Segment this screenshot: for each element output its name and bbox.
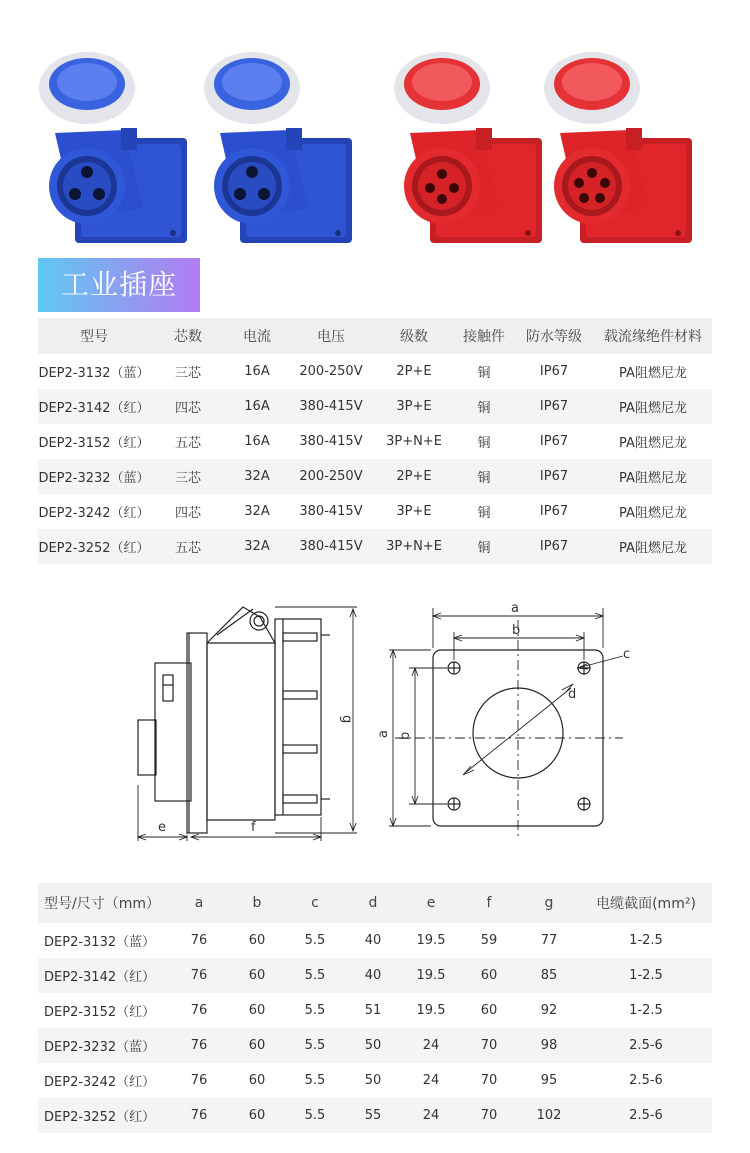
table-cell: 铜 — [477, 541, 491, 556]
table-cell: 55 — [364, 1108, 382, 1123]
table-cell: 70 — [480, 1038, 498, 1053]
dims-header-cell: b — [252, 895, 262, 911]
table-cell: IP67 — [539, 504, 569, 519]
table-cell: 76 — [190, 1108, 208, 1123]
table-cell: 16A — [244, 399, 270, 414]
spec-header-cell: 级数 — [400, 329, 428, 345]
table-cell: 五芯 — [174, 541, 201, 556]
table-cell: PA阻燃尼龙 — [619, 541, 687, 556]
spec-header-cell: 载流缘绝件材料 — [604, 329, 702, 345]
spec-header-cell: 防水等级 — [526, 329, 582, 345]
table-cell: 32A — [244, 504, 270, 519]
dims-table-header-row — [38, 883, 712, 923]
table-cell: 60 — [248, 1003, 266, 1018]
table-cell: 2.5-6 — [629, 1108, 663, 1123]
table-cell: 98 — [540, 1038, 558, 1053]
dim-label-g: g — [339, 715, 354, 724]
table-cell: 5.5 — [304, 933, 326, 948]
table-cell: 3P+E — [396, 504, 432, 519]
dims-header-cell: g — [544, 895, 554, 911]
table-cell: DEP2-3142（红） — [44, 970, 156, 985]
spec-header-cell: 电压 — [317, 329, 345, 345]
table-cell: 5.5 — [304, 1073, 326, 1088]
table-cell: 70 — [480, 1073, 498, 1088]
table-cell: 四芯 — [174, 506, 201, 521]
table-cell: 200-250V — [299, 364, 363, 379]
table-cell: 3P+N+E — [386, 539, 442, 554]
table-cell: 1-2.5 — [629, 1003, 663, 1018]
table-cell: 95 — [540, 1073, 558, 1088]
table-cell: DEP2-3132（蓝） — [38, 366, 150, 381]
table-cell: 380-415V — [299, 399, 363, 414]
table-cell: 三芯 — [174, 471, 201, 486]
table-row — [38, 993, 712, 1028]
table-cell: 32A — [244, 539, 270, 554]
table-cell: IP67 — [539, 364, 569, 379]
table-cell: 铜 — [477, 506, 491, 521]
table-cell: PA阻燃尼龙 — [619, 506, 687, 521]
table-cell: 200-250V — [299, 469, 363, 484]
table-cell: IP67 — [539, 399, 569, 414]
table-cell: DEP2-3232（蓝） — [44, 1040, 156, 1055]
side-view-drawing — [125, 595, 375, 845]
table-cell: DEP2-3152（红） — [44, 1005, 156, 1020]
table-cell: DEP2-3152（红） — [38, 436, 150, 451]
table-cell: 76 — [190, 1003, 208, 1018]
table-cell: 3P+N+E — [386, 434, 442, 449]
spec-header-cell: 电流 — [243, 329, 271, 345]
table-cell: 102 — [536, 1108, 562, 1123]
table-cell: 1-2.5 — [629, 933, 663, 948]
table-cell: 5.5 — [304, 1003, 326, 1018]
table-cell: PA阻燃尼龙 — [619, 366, 687, 381]
spec-header-cell: 型号 — [80, 329, 108, 345]
table-cell: 60 — [248, 933, 266, 948]
red-socket-image-1 — [390, 38, 550, 248]
table-cell: 2P+E — [396, 364, 432, 379]
table-cell: 16A — [244, 364, 270, 379]
table-cell: 380-415V — [299, 434, 363, 449]
spec-table-header-row — [38, 318, 712, 354]
table-cell: 16A — [244, 434, 270, 449]
table-cell: 铜 — [477, 436, 491, 451]
table-cell: DEP2-3242（红） — [44, 1075, 156, 1090]
table-cell: 三芯 — [174, 366, 201, 381]
table-cell: IP67 — [539, 539, 569, 554]
table-cell: 380-415V — [299, 504, 363, 519]
table-cell: 76 — [190, 1073, 208, 1088]
dim-label-d: d — [568, 687, 577, 702]
table-cell: DEP2-3252（红） — [44, 1110, 156, 1125]
table-cell: 24 — [422, 1038, 440, 1053]
table-cell: 40 — [364, 933, 382, 948]
dims-header-cell: a — [194, 895, 204, 911]
table-cell: 24 — [422, 1108, 440, 1123]
table-cell: DEP2-3252（红） — [38, 541, 150, 556]
table-cell: 5.5 — [304, 1038, 326, 1053]
dims-header-cell: 电缆截面(mm²) — [596, 896, 696, 912]
table-row — [38, 1028, 712, 1063]
dims-header-cell: d — [368, 895, 378, 911]
table-cell: 50 — [364, 1038, 382, 1053]
table-cell: 76 — [190, 1038, 208, 1053]
table-row — [38, 529, 712, 564]
table-row — [38, 1063, 712, 1098]
table-cell: 铜 — [477, 471, 491, 486]
table-cell: PA阻燃尼龙 — [619, 471, 687, 486]
table-cell: DEP2-3242（红） — [38, 506, 150, 521]
dim-label-c: c — [623, 647, 631, 662]
table-cell: DEP2-3232（蓝） — [38, 471, 150, 486]
table-row — [38, 389, 712, 424]
table-cell: 59 — [480, 933, 498, 948]
table-row — [38, 494, 712, 529]
spec-header-cell: 接触件 — [463, 329, 505, 345]
blue-socket-image-1 — [35, 38, 195, 248]
table-cell: 70 — [480, 1108, 498, 1123]
table-cell: 5.5 — [304, 968, 326, 983]
table-cell: 四芯 — [174, 401, 201, 416]
table-cell: 51 — [364, 1003, 382, 1018]
table-cell: 60 — [480, 968, 498, 983]
table-row — [38, 958, 712, 993]
dims-header-cell: e — [426, 895, 436, 911]
table-cell: 3P+E — [396, 399, 432, 414]
table-cell: 50 — [364, 1073, 382, 1088]
table-cell: 19.5 — [416, 968, 446, 983]
table-cell: 19.5 — [416, 933, 446, 948]
table-cell: 铜 — [477, 401, 491, 416]
table-cell: 60 — [248, 1038, 266, 1053]
dim-label-b-top: b — [512, 623, 521, 638]
table-cell: 五芯 — [174, 436, 201, 451]
dim-label-b-left: b — [398, 731, 413, 740]
table-cell: 2P+E — [396, 469, 432, 484]
table-cell: 铜 — [477, 366, 491, 381]
table-row — [38, 459, 712, 494]
table-cell: PA阻燃尼龙 — [619, 436, 687, 451]
table-cell: 2.5-6 — [629, 1038, 663, 1053]
table-cell: 1-2.5 — [629, 968, 663, 983]
spec-header-cell: 芯数 — [174, 329, 202, 345]
table-row — [38, 923, 712, 958]
dim-label-f: f — [251, 820, 256, 835]
dims-header-cell: c — [311, 895, 319, 911]
table-cell: 76 — [190, 968, 208, 983]
section-title-banner: 工业插座 — [38, 258, 200, 312]
table-row — [38, 354, 712, 389]
table-cell: 92 — [540, 1003, 558, 1018]
dimensions-table — [38, 883, 712, 1133]
table-cell: 24 — [422, 1073, 440, 1088]
table-cell: 2.5-6 — [629, 1073, 663, 1088]
table-cell: 76 — [190, 933, 208, 948]
dims-header-cell: f — [486, 895, 492, 911]
table-cell: IP67 — [539, 469, 569, 484]
table-row — [38, 424, 712, 459]
dim-label-a-top: a — [511, 601, 519, 616]
table-cell: 5.5 — [304, 1108, 326, 1123]
table-cell: IP67 — [539, 434, 569, 449]
table-cell: 85 — [540, 968, 558, 983]
table-cell: DEP2-3142（红） — [38, 401, 150, 416]
blue-socket-image-2 — [200, 38, 360, 248]
table-cell: 40 — [364, 968, 382, 983]
table-cell: 77 — [540, 933, 558, 948]
dim-label-e: e — [158, 820, 166, 835]
table-cell: 60 — [248, 968, 266, 983]
table-cell: DEP2-3132（蓝） — [44, 935, 156, 950]
table-cell: PA阻燃尼龙 — [619, 401, 687, 416]
table-cell: 60 — [480, 1003, 498, 1018]
table-cell: 60 — [248, 1108, 266, 1123]
dims-header-cell: 型号/尺寸（mm） — [44, 896, 160, 912]
table-row — [38, 1098, 712, 1133]
front-view-drawing — [375, 598, 645, 843]
red-socket-image-2 — [540, 38, 700, 248]
table-cell: 19.5 — [416, 1003, 446, 1018]
product-photos — [0, 0, 750, 250]
table-cell: 380-415V — [299, 539, 363, 554]
dim-label-a-left: a — [376, 730, 391, 738]
table-cell: 60 — [248, 1073, 266, 1088]
spec-table — [38, 318, 712, 564]
table-cell: 32A — [244, 469, 270, 484]
